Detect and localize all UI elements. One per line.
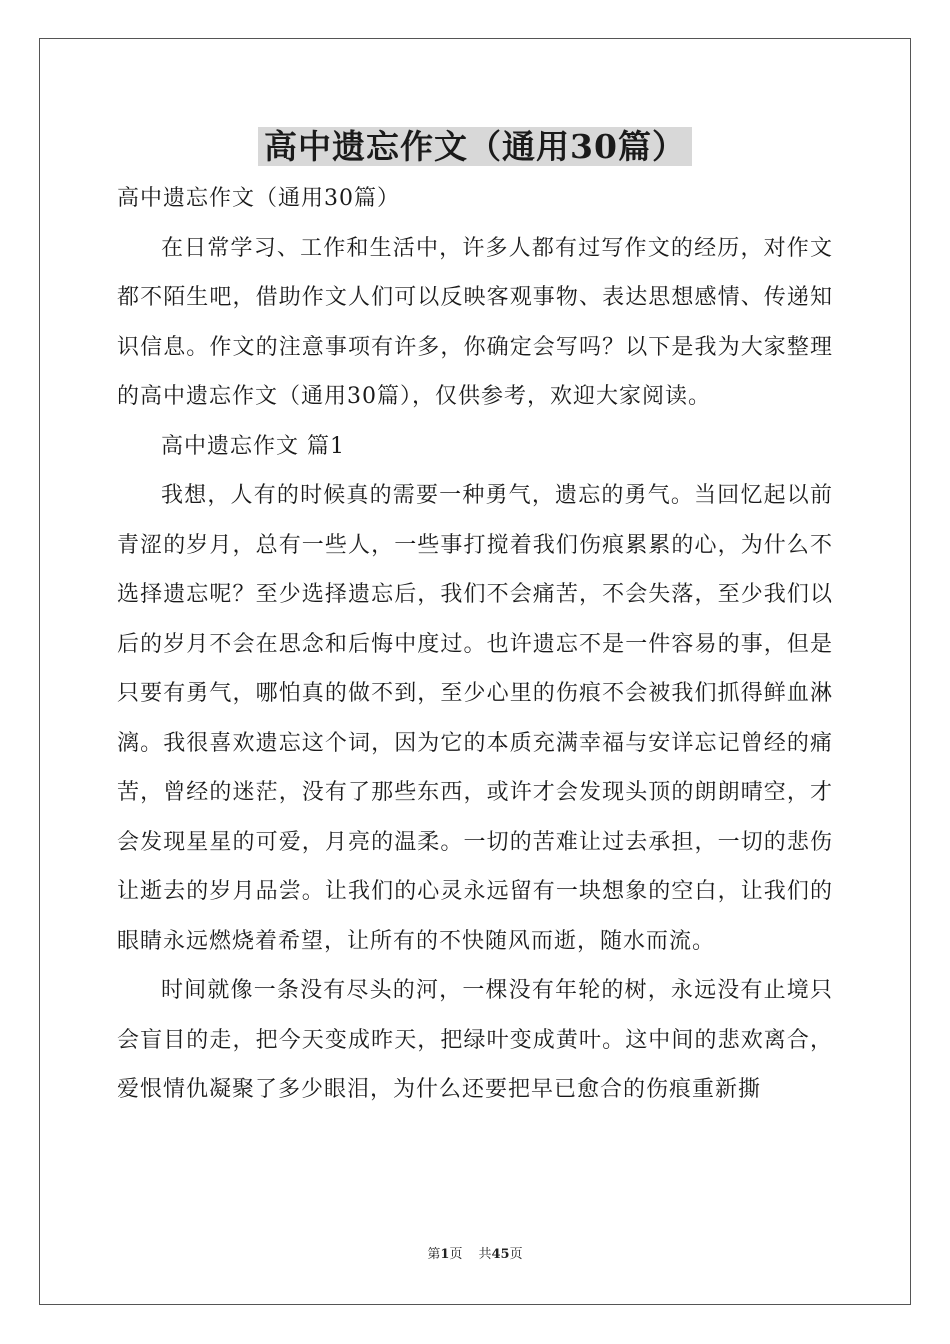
document-title-text: 高中遗忘作文（通用30篇） [258, 127, 692, 166]
document-subtitle: 高中遗忘作文（通用30篇） [117, 186, 400, 211]
body-paragraph: 时间就像一条没有尽头的河，一棵没有年轮的树，永远没有止境只会盲目的走，把今天变成昨天，把绿叶变成黄叶。这中间的悲欢离合，爱恨情仇凝聚了多少眼泪，为什么还要把早已愈合的伤痕重新撕 [117, 978, 833, 1102]
body-paragraph: 我想，人有的时候真的需要一种勇气，遗忘的勇气。当回忆起以前青涩的岁月，总有一些人，一些事打搅着我们伤痕累累的心，为什么不选择遗忘呢？至少选择遗忘后，我们不会痛苦，不会失落，至少我们以后的岁月不会在思念和后悔中度过。也许遗忘不是一件容易的事，但是只要有勇气，哪怕真的做不到，至少心里的伤痕不会被我们抓得鲜血淋漓。我很喜欢遗忘这个词，因为它的本质充满幸福与安详忘记曾经的痛苦，曾经的迷茫，没有了那些东西，或许才会发现头顶的朗朗晴空，才会发现星星的可爱，月亮的温柔。一切的苦难让过去承担，一切的悲伤让逝去的岁月品尝。让我们的心灵永远留有一块想象的空白，让我们的眼睛永远燃烧着希望，让所有的不快随风而逝，随水而流。 [117, 483, 833, 954]
section-heading: 高中遗忘作文 篇1 [161, 433, 345, 459]
document-body [117, 174, 833, 1115]
intro-paragraph: 在日常学习、工作和生活中，许多人都有过写作文的经历，对作文都不陌生吧，借助作文人们可以反映客观事物、表达思想感情、传递知识信息。作文的注意事项有许多，你确定会写吗？以下是我为大家整理的高中遗忘作文（通用30篇），仅供参考，欢迎大家阅读。 [117, 235, 833, 409]
page-footer [0, 1245, 950, 1265]
page-suffix: 页 [449, 1247, 463, 1262]
document-title [0, 122, 950, 172]
page-number: 1 [440, 1247, 450, 1262]
total-suffix: 页 [509, 1247, 523, 1262]
total-pages: 45 [491, 1247, 510, 1262]
total-prefix: 共 [478, 1247, 492, 1262]
page-prefix: 第 [427, 1247, 441, 1262]
